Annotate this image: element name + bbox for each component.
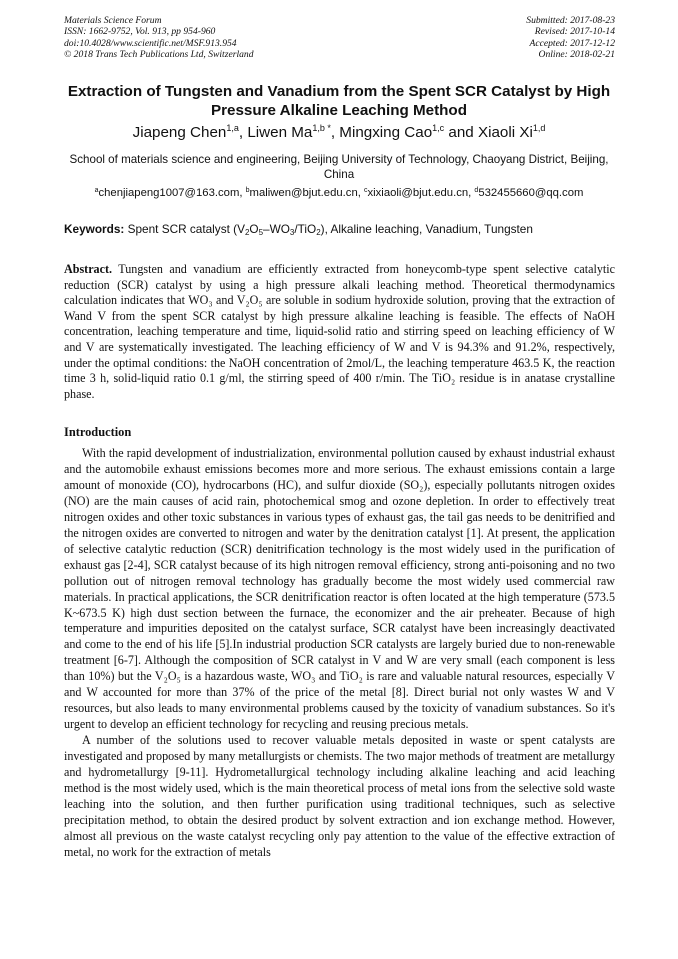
date-revised: Revised: 2017-10-14: [534, 26, 615, 38]
affiliation: School of materials science and engineering, Beijing University of Technology, Chaoyang District, Beijing, China: [69, 153, 609, 181]
abstract-label: Abstract.: [64, 262, 113, 276]
author-list: [40, 123, 638, 143]
email-mark: b: [245, 187, 250, 194]
author-separator: ,: [238, 124, 248, 141]
date-submitted: Submitted: 2017-08-23: [526, 15, 615, 26]
date-accepted: Accepted: 2017-12-12: [529, 37, 615, 49]
keywords-text: /TiO: [294, 222, 317, 236]
dates-info: [526, 15, 615, 61]
author-separator: ,: [330, 124, 340, 141]
introduction-body: [64, 446, 615, 861]
paragraph: A number of the solutions used to recover valuable metals deposited in waste or spent catalysts are investigated and proposed by many metallurgists or chemists. The two major methods of treatment are metallurgy and hydrometallurgy [9-11]. Hydrometallurgical technology including alkaline leaching and acid leaching method is the most widely used, which is the main theoretical process of metal ions from the selective sold waste leaching into the solution, and then further purification using traditional techniques, such as selective precipitation method, to obtain the desired product by solvent extraction and ion exchange method. However, almost all previous on the waste catalyst recycling only pay attention to the value of the effective extraction of metal, no work for the extraction of metals: [64, 733, 615, 859]
abstract: [64, 262, 615, 402]
journal-name: Materials Science Forum: [64, 15, 162, 26]
keywords-text: Spent SCR catalyst (V: [124, 222, 245, 236]
email-mark: a: [94, 187, 99, 194]
journal-copyright: © 2018 Trans Tech Publications Ltd, Switzerland: [64, 49, 254, 61]
keywords-text: O: [249, 222, 259, 236]
email-mark: c: [364, 187, 368, 194]
journal-issn: ISSN: 1662-9752, Vol. 913, pp 954-960: [64, 26, 216, 38]
author-separator: and: [444, 124, 478, 141]
journal-info: [64, 15, 254, 61]
email-address[interactable]: 532455660@qq.com: [478, 187, 584, 199]
subscript: 5: [258, 228, 264, 237]
abstract-text: Tungsten and vanadium are efficiently extracted from honeycomb-type spent selective catalytic reduction (SCR) catalyst by using a high pressure alkali leaching method. Theoretical thermodynamics calculation indicates that WO₃ and V₂O₅ are soluble in sodium hydroxide solution, proving that the extraction of Wand V from the spent SCR catalyst by high pressure alkaline leaching is feasible. The effects of NaOH concentration, leaching temperature and time, liquid-solid ratio and stirring speed on leaching efficiency of W and V are systematically investigated. The leaching efficiency of W and V is 94.3% and 91.2%, respectively, under the optimal conditions: the NaOH concentration of 2mol/L, the leaching temperature 463.5 K, the reaction time 3 h, solid-liquid ratio 0.1 g/ml, the stirring speed of 400 r/min. The TiO₂ residue is in anatase crystalline phase.: [64, 262, 615, 401]
author-affil-mark: 1,c: [432, 123, 445, 133]
subscript: 2: [316, 228, 321, 237]
date-online: Online: 2018-02-21: [538, 49, 615, 61]
subscript: 3: [289, 228, 295, 237]
author-affil-mark: 1,d: [532, 123, 546, 133]
author-name: Xiaoli Xi: [477, 124, 533, 141]
paragraph: With the rapid development of industrialization, environmental pollution caused by exhaust industrial exhaust and the automobile exhaust emissions becomes more and more serious. The exhaust emissions contain a large amount of monoxide (CO), hydrocarbons (HC), and sulfur dioxide (SO₂), especially pollutants nitrogen oxides (NO) are the main causes of acid rain, photochemical smog and ozone depletion. In order to effectively treat nitrogen oxides and other toxic substances in various types of exhaust gas, the tail gas needs to be denitrified and the nitrogen oxides are converted to nitrogen and water by the denitration catalyst [1]. At present, the application of selective catalytic reduction (SCR) denitrification technology is the most widely used in the purification of exhaust gas [2-4], SCR catalyst because of its high nitrogen removal efficiency, strong anti-poisoning and no two pollution out of nitrogen removal technology has gradually become the most widely used commercial raw materials. In practical applications, the SCR denitrification reactor is often located at the high temperature (573.5 K~673.5 K) high dust section between the furnace, the economizer and the air preheater. Because of high temperature and impurities deposited on the catalyst surface, SCR catalyst have been increasingly deactivated and come to the end of his life [5].In industrial production SCR catalysts are largely buried due to non-renewable treatment [6-7]. Although the composition of SCR catalyst in V and W are very small (each component is less than 10%) but the V₂O₅ is a hazardous waste, WO₃ and TiO₂ is rare and valuable natural resources, especially V and W accounted for more than 37% of the price of the metal [8]. Direct burial not only wastes W and V resources, but also leads to many environmental problems caused by the toxicity of vanadium substances. So it's urgent to develop an efficient technology for recycling and reusing precious metals.: [64, 446, 615, 732]
author-name: Liwen Ma: [247, 124, 313, 141]
author-affil-mark: 1,a: [226, 123, 239, 133]
keywords-text: ), Alkaline leaching, Vanadium, Tungsten: [320, 222, 533, 236]
section-heading-introduction: Introduction: [64, 425, 132, 439]
email-list: [40, 186, 638, 201]
author-name: Mingxing Cao: [339, 124, 433, 141]
email-address[interactable]: xixiaoli@bjut.edu.cn,: [367, 187, 475, 199]
email-address[interactable]: chenjiapeng1007@163.com,: [98, 187, 246, 199]
keywords-label: Keywords:: [64, 222, 125, 236]
paper-title: Extraction of Tungsten and Vanadium from the Spent SCR Catalyst by High Pressure Alkaline Leaching Method: [67, 83, 611, 119]
keywords-text: –WO: [263, 222, 290, 236]
email-mark: d: [474, 187, 479, 194]
author-name: Jiapeng Chen: [132, 124, 227, 141]
journal-doi: doi:10.4028/www.scientific.net/MSF.913.954: [64, 37, 237, 49]
subscript: 2: [244, 228, 250, 237]
email-address[interactable]: maliwen@bjut.edu.cn,: [249, 187, 364, 199]
keywords: [64, 222, 615, 237]
author-affil-mark: 1,b *: [312, 123, 331, 133]
